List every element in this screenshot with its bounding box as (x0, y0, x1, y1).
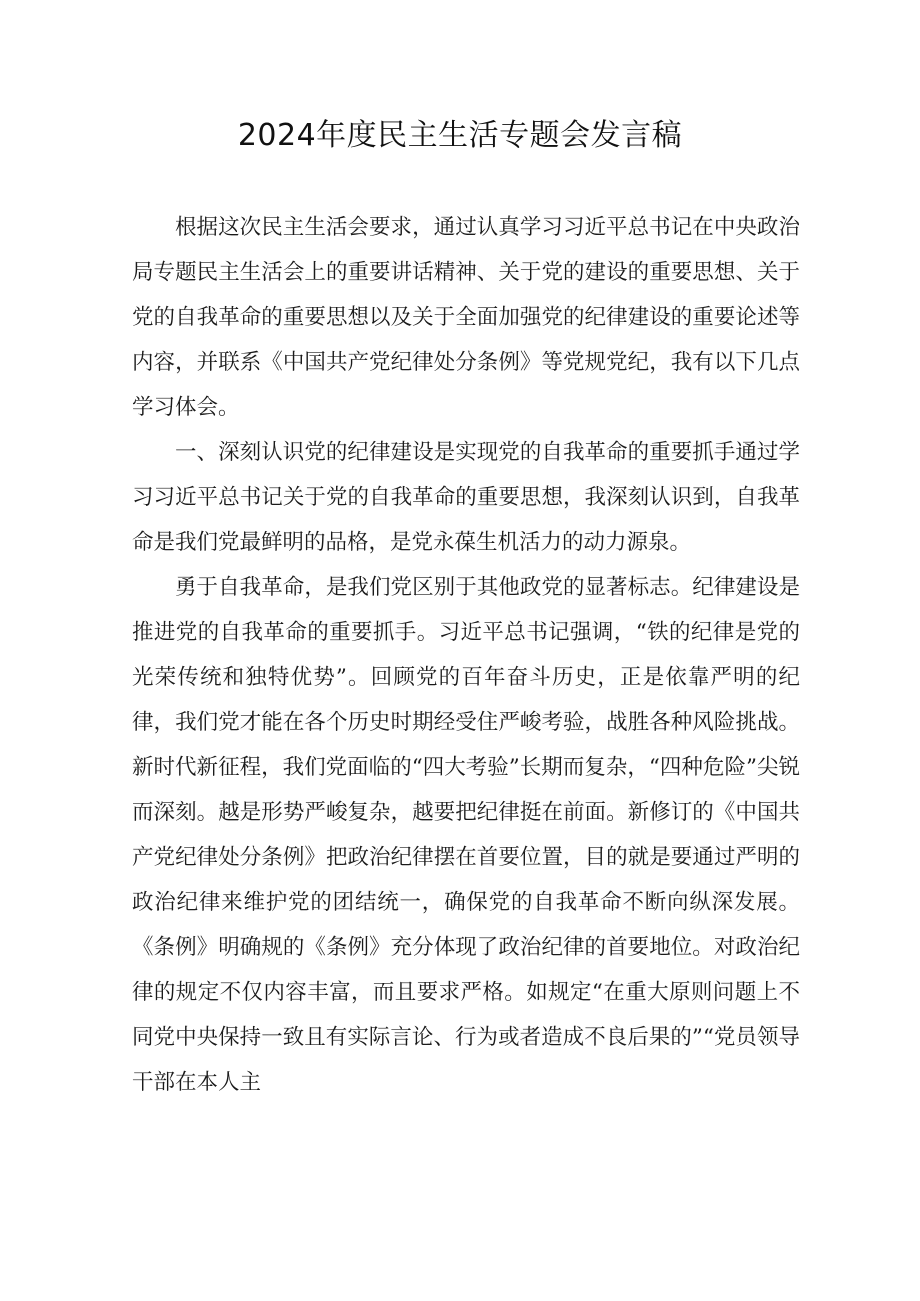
paragraph-section-one: 一、深刻认识党的纪律建设是实现党的自我革命的重要抓手通过学习习近平总书记关于党的自我革命的重要思想，我深刻认识到，自我革命是我们党最鲜明的品格，是党永葆生机活力的动力源泉。 (132, 440, 800, 555)
paragraph-self-revolution: 勇于自我革命，是我们党区别于其他政党的显著标志。纪律建设是推进党的自我革命的重要抓手。习近平总书记强调，“铁的纪律是党的光荣传统和独特优势”。回顾党的百年奋斗历史，正是依靠严明的纪律，我们党才能在各个历史时期经受住严峻考验，战胜各种风险挑战。新时代新征程，我们党面临的“四大考验”长期而复杂，“四种危险”尖锐而深刻。越是形势严峻复杂，越要把纪律挺在前面。新修订的《中国共产党纪律处分条例》把政治纪律摆在首要位置，目的就是要通过严明的政治纪律来维护党的团结统一，确保党的自我革命不断向纵深发展。《条例》明确规的《条例》充分体现了政治纪律的首要地位。对政治纪律的规定不仅内容丰富，而且要求严格。如规定“在重大原则问题上不同党中央保持一致且有实际言论、行为或者造成不良后果的”“党员领导干部在本人主 (132, 575, 800, 1095)
paragraph-intro: 根据这次民主生活会要求，通过认真学习习近平总书记在中央政治局专题民主生活会上的重要讲话精神、关于党的建设的重要思想、关于党的自我革命的重要思想以及关于全面加强党的纪律建设的重要论述等内容，并联系《中国共产党纪律处分条例》等党规党纪，我有以下几点学习体会。 (132, 215, 800, 420)
document-title: 2024年度民主生活专题会发言稿 (237, 118, 683, 153)
document-body (132, 205, 800, 1105)
